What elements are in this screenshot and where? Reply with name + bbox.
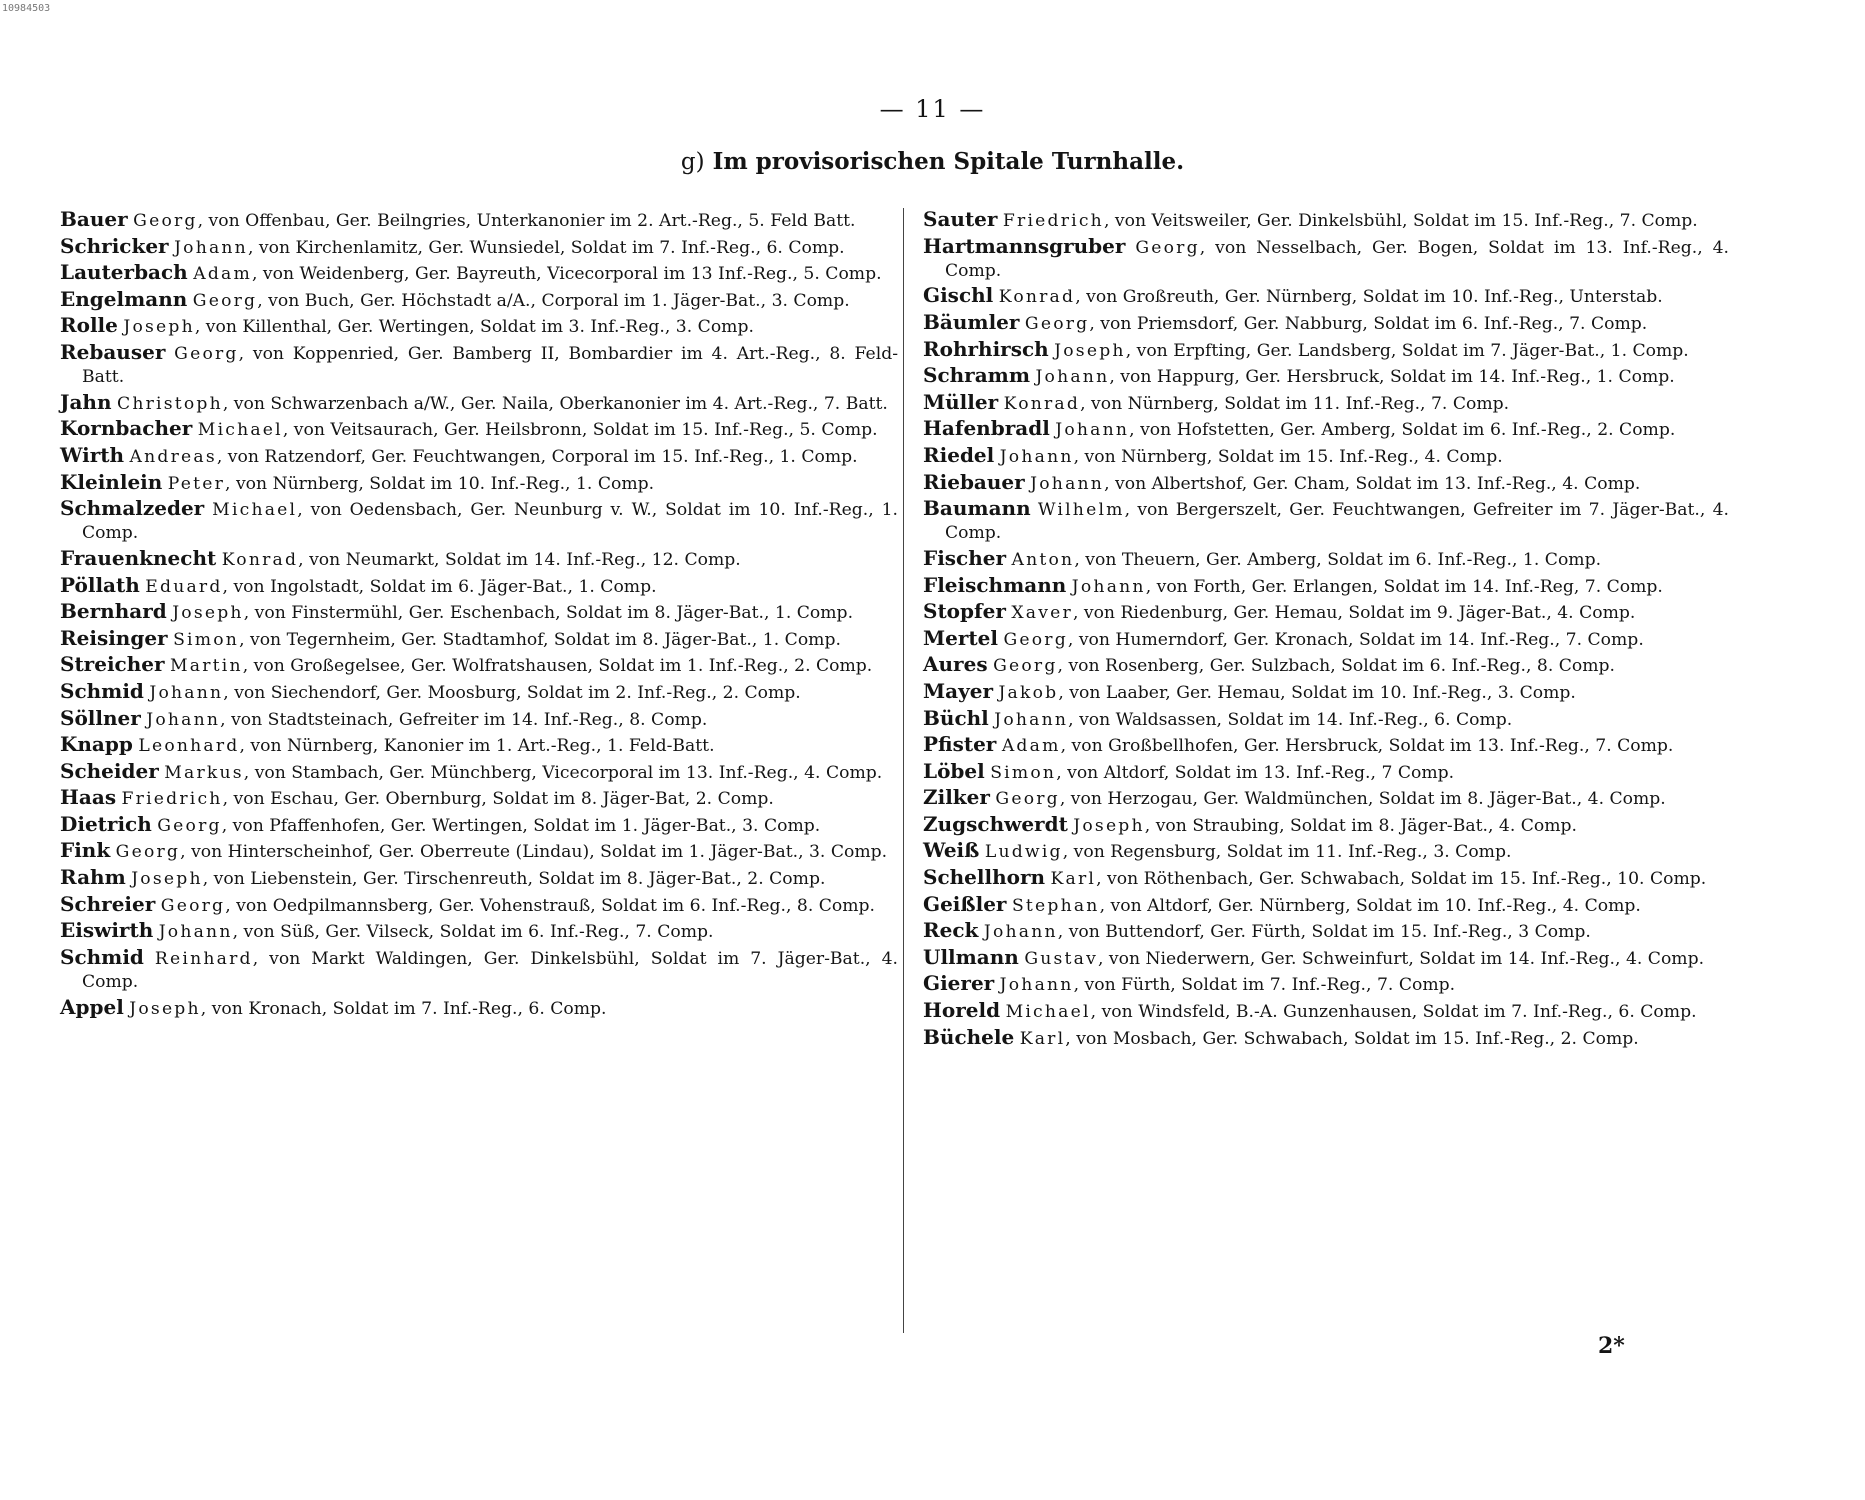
surname: Schmalzeder <box>60 496 205 521</box>
entry-details: , von Laaber, Ger. Hemau, Soldat im 10. Inf.-Reg., 3. Comp. <box>1058 682 1576 703</box>
column-divider <box>903 208 904 1333</box>
entry-details: , von Neumarkt, Soldat im 14. Inf.-Reg., 12. Comp. <box>298 549 741 570</box>
entry-details: , von Nesselbach, Ger. Bogen, Soldat im 13. Inf.-Reg., 4. Comp. <box>945 237 1729 281</box>
entry-details: , von Priemsdorf, Ger. Nabburg, Soldat im 6. Inf.-Reg., 7. Comp. <box>1089 313 1648 334</box>
entry-details: , von Nürnberg, Soldat im 10. Inf.-Reg., 1. Comp. <box>225 473 655 494</box>
entry-details: , von Kronach, Soldat im 7. Inf.-Reg., 6. Comp. <box>200 998 607 1019</box>
surname: Baumann <box>923 496 1031 521</box>
surname: Schreier <box>60 891 156 916</box>
roster-entry <box>60 733 898 758</box>
roster-entry <box>60 288 898 313</box>
given-name: Christoph <box>116 393 223 414</box>
given-name: Jakob <box>998 682 1059 703</box>
roster-entry <box>923 417 1729 442</box>
entry-details: , von Straubing, Soldat im 8. Jäger-Bat., 4. Comp. <box>1144 815 1578 836</box>
entry-details: , von Oedensbach, Ger. Neunburg v. W., Soldat im 10. Inf.-Reg., 1. Comp. <box>82 500 898 544</box>
given-name: Georg <box>174 343 239 364</box>
given-name: Johann <box>1030 473 1105 494</box>
entry-details: , von Niederwern, Ger. Schweinfurt, Soldat im 14. Inf.-Reg., 4. Comp. <box>1098 948 1705 969</box>
entry-details: , von Nürnberg, Soldat im 11. Inf.-Reg., 7. Comp. <box>1080 393 1510 414</box>
entry-details: , von Weidenberg, Ger. Bayreuth, Vicecorporal im 13 Inf.-Reg., 5. Comp. <box>251 264 882 285</box>
entry-details: , von Tegernheim, Ger. Stadtamhof, Soldat im 8. Jäger-Bat., 1. Comp. <box>239 629 841 650</box>
surname: Eiswirth <box>60 918 154 943</box>
surname: Hafenbradl <box>923 416 1050 441</box>
surname: Bäumler <box>923 309 1020 334</box>
given-name: Johann <box>146 709 221 730</box>
entry-details: , von Oedpilmannsberg, Ger. Vohenstrauß, Soldat im 6. Inf.-Reg., 8. Comp. <box>225 895 876 916</box>
surname: Stopfer <box>923 599 1006 624</box>
roster-entry <box>923 311 1729 336</box>
given-name: Georg <box>157 815 222 836</box>
entry-details: , von Offenbau, Ger. Beilngries, Unterkanonier im 2. Art.-Reg., 5. Feld Batt. <box>197 211 856 231</box>
roster-entry <box>923 786 1729 811</box>
given-name: Joseph <box>123 317 195 338</box>
surname: Kleinlein <box>60 469 163 494</box>
roster-entry <box>60 471 898 496</box>
entry-details: , von Kirchenlamitz, Ger. Wunsiedel, Soldat im 7. Inf.-Reg., 6. Comp. <box>247 237 845 258</box>
roster-entry <box>60 760 898 785</box>
surname: Söllner <box>60 705 141 730</box>
given-name: Georg <box>115 842 181 863</box>
entry-details: , von Nürnberg, Kanonier im 1. Art.-Reg., 1. Feld-Batt. <box>239 736 715 757</box>
surname: Mertel <box>923 625 998 650</box>
roster-entry <box>923 627 1729 652</box>
entry-details: , von Eschau, Ger. Obernburg, Soldat im 8. Jäger-Bat, 2. Comp. <box>222 789 774 810</box>
roster-entry <box>923 653 1729 678</box>
entry-details: , von Rosenberg, Ger. Sulzbach, Soldat im 6. Inf.-Reg., 8. Comp. <box>1057 656 1616 677</box>
given-name: Georg <box>192 290 258 311</box>
signature-mark: 2* <box>1598 1333 1625 1359</box>
entry-details: , von Ingolstadt, Soldat im 6. Jäger-Bat., 1. Comp. <box>222 576 657 597</box>
entry-details: , von Schwarzenbach a/W., Ger. Naila, Oberkanonier im 4. Art.-Reg., 7. Batt. <box>222 393 888 414</box>
given-name: Johann <box>999 975 1074 996</box>
surname: Rebauser <box>60 339 166 364</box>
entry-details: , von Forth, Ger. Erlangen, Soldat im 14. Inf.-Reg, 7. Comp. <box>1145 576 1663 597</box>
given-name: Adam <box>1001 736 1061 757</box>
entry-details: , von Waldsassen, Soldat im 14. Inf.-Reg., 6. Comp. <box>1068 709 1513 730</box>
scan-id-label: 10984503 <box>2 3 51 14</box>
surname: Appel <box>60 994 124 1019</box>
roster-entry <box>923 999 1729 1024</box>
given-name: Georg <box>133 211 198 231</box>
surname: Rohrhirsch <box>923 336 1049 361</box>
roster-entry <box>60 497 898 545</box>
surname: Engelmann <box>60 286 188 311</box>
surname: Weiß <box>923 838 980 863</box>
surname: Büchele <box>923 1024 1015 1049</box>
given-name: Georg <box>1003 629 1068 650</box>
given-name: Joseph <box>131 869 203 890</box>
roster-entry <box>923 284 1729 309</box>
given-name: Andreas <box>129 446 217 467</box>
given-name: Stephan <box>1011 895 1100 916</box>
section-heading <box>0 148 1865 175</box>
given-name: Gustav <box>1024 948 1098 969</box>
entry-details: , von Buch, Ger. Höchstadt a/A., Corporal im 1. Jäger-Bat., 3. Comp. <box>257 290 850 311</box>
surname: Zugschwerdt <box>923 811 1068 836</box>
given-name: Konrad <box>998 287 1076 308</box>
entry-details: , von Finstermühl, Ger. Eschenbach, Soldat im 8. Jäger-Bat., 1. Comp. <box>243 603 854 624</box>
entry-details: , von Buttendorf, Ger. Fürth, Soldat im 15. Inf.-Reg., 3 Comp. <box>1057 922 1591 943</box>
left-column <box>60 208 898 1022</box>
given-name: Michael <box>212 500 298 521</box>
given-name: Georg <box>995 789 1060 810</box>
roster-entry <box>60 707 898 732</box>
roster-entry <box>60 391 898 416</box>
roster-entry <box>60 839 898 864</box>
entry-details: , von Happurg, Ger. Hersbruck, Soldat im 14. Inf.-Reg., 1. Comp. <box>1109 367 1675 388</box>
roster-entry <box>60 208 898 233</box>
entry-details: , von Regensburg, Soldat im 11. Inf.-Reg., 3. Comp. <box>1062 842 1512 863</box>
roster-entry <box>923 1026 1729 1051</box>
roster-entry <box>923 497 1729 545</box>
given-name: Johann <box>149 682 224 703</box>
roster-entry <box>60 653 898 678</box>
given-name: Georg <box>160 895 226 916</box>
given-name: Adam <box>193 264 252 285</box>
surname: Pöllath <box>60 572 140 597</box>
surname: Schellhorn <box>923 865 1046 890</box>
given-name: Georg <box>1024 313 1090 334</box>
surname: Reisinger <box>60 625 168 650</box>
surname: Fleischmann <box>923 572 1067 597</box>
given-name: Johann <box>994 709 1069 730</box>
entry-details: , von Veitsweiler, Ger. Dinkelsbühl, Soldat im 15. Inf.-Reg., 7. Comp. <box>1103 211 1698 231</box>
roster-entry <box>60 444 898 469</box>
surname: Aures <box>923 652 988 677</box>
roster-entry <box>60 574 898 599</box>
surname: Schramm <box>923 363 1030 388</box>
surname: Löbel <box>923 758 985 783</box>
surname: Riebauer <box>923 469 1025 494</box>
surname: Büchl <box>923 705 989 730</box>
roster-entry <box>923 866 1729 891</box>
entry-details: , von Großegelsee, Ger. Wolfratshausen, Soldat im 1. Inf.-Reg., 2. Comp. <box>242 656 873 677</box>
roster-entry <box>923 235 1729 283</box>
roster-entry <box>923 972 1729 997</box>
given-name: Joseph <box>1054 340 1126 361</box>
roster-entry <box>60 261 898 286</box>
entry-details: , von Mosbach, Ger. Schwabach, Soldat im 15. Inf.-Reg., 2. Comp. <box>1065 1028 1639 1049</box>
surname: Rolle <box>60 313 118 338</box>
surname: Knapp <box>60 732 133 757</box>
roster-entry <box>923 391 1729 416</box>
given-name: Anton <box>1011 549 1075 570</box>
roster-entry <box>923 471 1729 496</box>
entry-details: , von Riedenburg, Ger. Hemau, Soldat im 9. Jäger-Bat., 4. Comp. <box>1072 603 1636 624</box>
surname: Streicher <box>60 652 165 677</box>
roster-entry <box>923 338 1729 363</box>
section-letter: g) <box>680 149 705 175</box>
roster-entry <box>923 893 1729 918</box>
section-title: Im provisorischen Spitale Turnhalle. <box>712 148 1185 175</box>
given-name: Joseph <box>172 603 244 624</box>
given-name: Johann <box>1035 367 1110 388</box>
surname: Lauterbach <box>60 260 188 285</box>
roster-entry <box>60 946 898 994</box>
given-name: Karl <box>1050 869 1097 890</box>
given-name: Michael <box>1005 1002 1091 1023</box>
roster-entry <box>923 760 1729 785</box>
given-name: Friedrich <box>1002 211 1104 231</box>
given-name: Joseph <box>129 998 201 1019</box>
surname: Reck <box>923 918 979 943</box>
surname: Scheider <box>60 758 159 783</box>
given-name: Johann <box>1071 576 1146 597</box>
surname: Mayer <box>923 678 993 703</box>
roster-entry <box>923 364 1729 389</box>
surname: Hartmannsgruber <box>923 233 1126 258</box>
entry-details: , von Röthenbach, Ger. Schwabach, Soldat im 15. Inf.-Reg., 10. Comp. <box>1096 869 1707 890</box>
surname: Pfister <box>923 732 997 757</box>
surname: Zilker <box>923 785 990 810</box>
roster-entry <box>60 919 898 944</box>
given-name: Eduard <box>145 576 223 597</box>
surname: Fink <box>60 838 111 863</box>
roster-entry <box>60 314 898 339</box>
entry-details: , von Windsfeld, B.-A. Gunzenhausen, Soldat im 7. Inf.-Reg., 6. Comp. <box>1090 1002 1697 1023</box>
given-name: Johann <box>174 237 248 258</box>
given-name: Johann <box>1055 420 1130 441</box>
roster-entry <box>60 417 898 442</box>
entry-details: , von Stambach, Ger. Münchberg, Vicecorporal im 13. Inf.-Reg., 4. Comp. <box>243 762 883 783</box>
given-name: Xaver <box>1011 603 1073 624</box>
entry-details: , von Liebenstein, Ger. Tirschenreuth, Soldat im 8. Jäger-Bat., 2. Comp. <box>202 869 826 890</box>
entry-details: , von Veitsaurach, Ger. Heilsbronn, Soldat im 15. Inf.-Reg., 5. Comp. <box>282 420 878 441</box>
given-name: Joseph <box>1073 815 1145 836</box>
roster-entry <box>60 680 898 705</box>
given-name: Reinhard <box>154 948 253 969</box>
given-name: Michael <box>197 420 283 441</box>
entry-details: , von Hinterscheinhof, Ger. Oberreute (Lindau), Soldat im 1. Jäger-Bat., 3. Comp. <box>180 842 888 863</box>
roster-entry <box>923 839 1729 864</box>
entry-details: , von Siechendorf, Ger. Moosburg, Soldat im 2. Inf.-Reg., 2. Comp. <box>223 682 801 703</box>
surname: Jahn <box>60 389 112 414</box>
roster-entry <box>923 733 1729 758</box>
surname: Geißler <box>923 891 1007 916</box>
surname: Bernhard <box>60 599 167 624</box>
surname: Riedel <box>923 442 995 467</box>
given-name: Friedrich <box>121 789 223 810</box>
page-number: — 11 — <box>879 95 986 123</box>
given-name: Ludwig <box>984 842 1063 863</box>
surname: Wirth <box>60 442 125 467</box>
given-name: Simon <box>990 762 1057 783</box>
surname: Gierer <box>923 971 995 996</box>
roster-entry <box>923 208 1729 233</box>
entry-details: , von Stadtsteinach, Gefreiter im 14. Inf.-Reg., 8. Comp. <box>220 709 708 730</box>
roster-entry <box>923 919 1729 944</box>
roster-entry <box>60 813 898 838</box>
entry-details: , von Humerndorf, Ger. Kronach, Soldat im 14. Inf.-Reg., 7. Comp. <box>1067 629 1644 650</box>
given-name: Johann <box>999 446 1074 467</box>
roster-entry <box>60 786 898 811</box>
surname: Haas <box>60 785 117 810</box>
entry-details: , von Killenthal, Ger. Wertingen, Soldat im 3. Inf.-Reg., 3. Comp. <box>194 317 754 338</box>
entry-details: , von Albertshof, Ger. Cham, Soldat im 13. Inf.-Reg., 4. Comp. <box>1104 473 1641 494</box>
entry-details: , von Nürnberg, Soldat im 15. Inf.-Reg., 4. Comp. <box>1073 446 1503 467</box>
roster-entry <box>60 866 898 891</box>
surname: Frauenknecht <box>60 545 217 570</box>
given-name: Peter <box>167 473 226 494</box>
surname: Kornbacher <box>60 416 193 441</box>
entry-details: , von Pfaffenhofen, Ger. Wertingen, Soldat im 1. Jäger-Bat., 3. Comp. <box>221 815 821 836</box>
surname: Rahm <box>60 865 126 890</box>
entry-details: , von Fürth, Soldat im 7. Inf.-Reg., 7. Comp. <box>1073 975 1456 996</box>
entry-details: , von Bergerszelt, Ger. Feuchtwangen, Gefreiter im 7. Jäger-Bat., 4. Comp. <box>945 500 1729 544</box>
roster-entry <box>923 813 1729 838</box>
roster-entry <box>60 600 898 625</box>
roster-entry <box>60 893 898 918</box>
given-name: Martin <box>170 656 243 677</box>
surname: Bauer <box>60 207 128 231</box>
surname: Fischer <box>923 545 1007 570</box>
entry-details: , von Herzogau, Ger. Waldmünchen, Soldat im 8. Jäger-Bat., 4. Comp. <box>1059 789 1666 810</box>
roster-entry <box>923 547 1729 572</box>
entry-details: , von Großbellhofen, Ger. Hersbruck, Soldat im 13. Inf.-Reg., 7. Comp. <box>1060 736 1674 757</box>
entry-details: , von Koppenried, Ger. Bamberg II, Bombardier im 4. Art.-Reg., 8. Feld-Batt. <box>82 343 899 388</box>
roster-entry <box>923 574 1729 599</box>
entry-details: , von Ratzendorf, Ger. Feuchtwangen, Corporal im 15. Inf.-Reg., 1. Comp. <box>216 446 858 467</box>
given-name: Konrad <box>1003 393 1081 414</box>
surname: Schmid <box>60 944 144 969</box>
given-name: Karl <box>1019 1028 1066 1049</box>
surname: Müller <box>923 389 999 414</box>
entry-details: , von Hofstetten, Ger. Amberg, Soldat im 6. Inf.-Reg., 2. Comp. <box>1129 420 1676 441</box>
roster-entry <box>923 600 1729 625</box>
surname: Sauter <box>923 207 998 231</box>
entry-details: , von Süß, Ger. Vilseck, Soldat im 6. Inf.-Reg., 7. Comp. <box>232 922 714 943</box>
given-name: Georg <box>993 656 1058 677</box>
roster-entry <box>60 341 898 389</box>
given-name: Johann <box>983 922 1058 943</box>
given-name: Markus <box>164 762 244 783</box>
surname: Dietrich <box>60 811 152 836</box>
roster-entry <box>60 996 898 1021</box>
roster-entry <box>923 707 1729 732</box>
roster-entry <box>923 444 1729 469</box>
roster-entry <box>60 627 898 652</box>
entry-details: , von Erpfting, Ger. Landsberg, Soldat im 7. Jäger-Bat., 1. Comp. <box>1125 340 1689 361</box>
surname: Horeld <box>923 998 1001 1023</box>
entry-details: , von Altdorf, Soldat im 13. Inf.-Reg., 7 Comp. <box>1056 762 1455 783</box>
given-name: Simon <box>173 629 240 650</box>
given-name: Georg <box>1135 237 1200 258</box>
surname: Gischl <box>923 283 994 308</box>
given-name: Johann <box>158 922 233 943</box>
entry-details: , von Markt Waldingen, Ger. Dinkelsbühl, Soldat im 7. Jäger-Bat., 4. Comp. <box>82 948 898 993</box>
surname: Schmid <box>60 678 144 703</box>
surname: Ullmann <box>923 944 1019 969</box>
given-name: Wilhelm <box>1037 500 1125 521</box>
given-name: Leonhard <box>138 736 240 757</box>
roster-entry <box>60 547 898 572</box>
roster-entry <box>923 680 1729 705</box>
entry-details: , von Theuern, Ger. Amberg, Soldat im 6. Inf.-Reg., 1. Comp. <box>1074 549 1602 570</box>
roster-entry <box>923 946 1729 971</box>
roster-entry <box>60 235 898 260</box>
entry-details: , von Altdorf, Ger. Nürnberg, Soldat im 10. Inf.-Reg., 4. Comp. <box>1099 895 1641 916</box>
right-column <box>923 208 1729 1052</box>
entry-details: , von Großreuth, Ger. Nürnberg, Soldat im 10. Inf.-Reg., Unterstab. <box>1075 287 1663 308</box>
given-name: Konrad <box>221 549 299 570</box>
surname: Schricker <box>60 233 169 258</box>
